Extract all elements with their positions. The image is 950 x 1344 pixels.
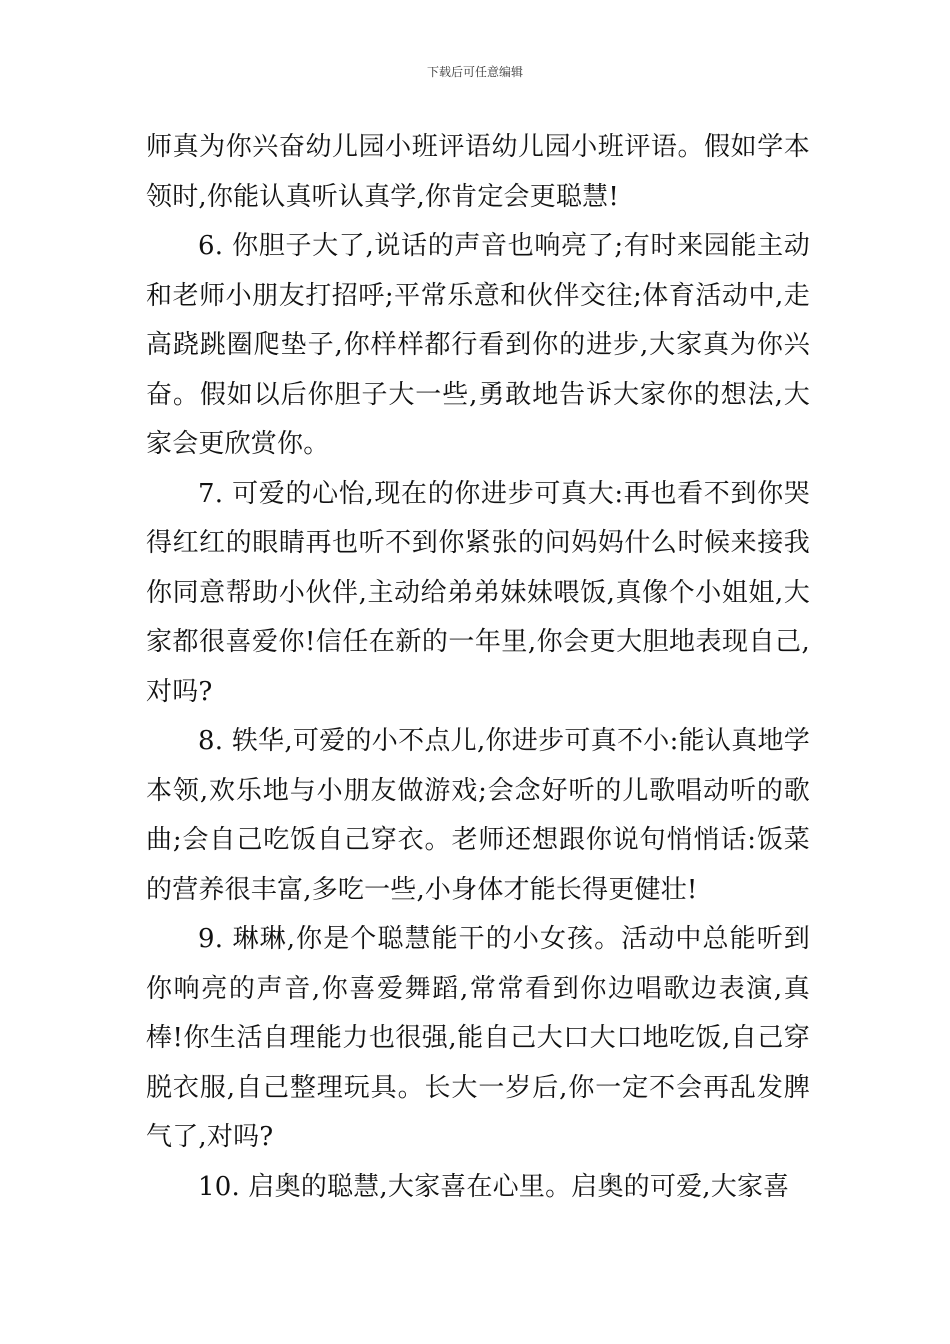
paragraph: 10. 启奥的聪慧,大家喜在心里。启奥的可爱,大家喜 [198, 1171, 790, 1202]
paragraph: 8. 轶华,可爱的小不点儿,你进步可真不小:能认真地学本领,欢乐地与小朋友做游戏;会念好听的儿歌唱动听的歌曲;会自己吃饭自己穿衣。老师还想跟你说句悄悄话:饭菜的营养很丰富,多吃一些,小身体才能长得更健壮! [146, 726, 810, 905]
paragraph: 师真为你兴奋幼儿园小班评语幼儿园小班评语。假如学本领时,你能认真听认真学,你肯定会更聪慧! [146, 132, 810, 212]
page-header: 下载后可任意编辑 [426, 65, 523, 79]
paragraph: 6. 你胆子大了,说话的声音也响亮了;有时来园能主动和老师小朋友打招呼;平常乐意和伙伴交往;体育活动中,走高跷跳圈爬垫子,你样样都行看到你的进步,大家真为你兴奋。假如以后你胆子大一些,勇敢地告诉大家你的想法,大家会更欣赏你。 [146, 231, 810, 459]
paragraph: 9. 琳琳,你是个聪慧能干的小女孩。活动中总能听到你响亮的声音,你喜爱舞蹈,常常看到你边唱歌边表演,真棒!你生活自理能力也很强,能自己大口大口地吃饭,自己穿脱衣服,自己整理玩具。长大一岁后,你一定不会再乱发脾气了,对吗? [146, 924, 810, 1152]
paragraph: 7. 可爱的心怡,现在的你进步可真大:再也看不到你哭得红红的眼睛再也听不到你紧张的问妈妈什么时候来接我你同意帮助小伙伴,主动给弟弟妹妹喂饭,真像个小姐姐,大家都很喜爱你!信任在新的一年里,你会更大胆地表现自己,对吗? [146, 478, 810, 707]
document-body [146, 123, 810, 1212]
